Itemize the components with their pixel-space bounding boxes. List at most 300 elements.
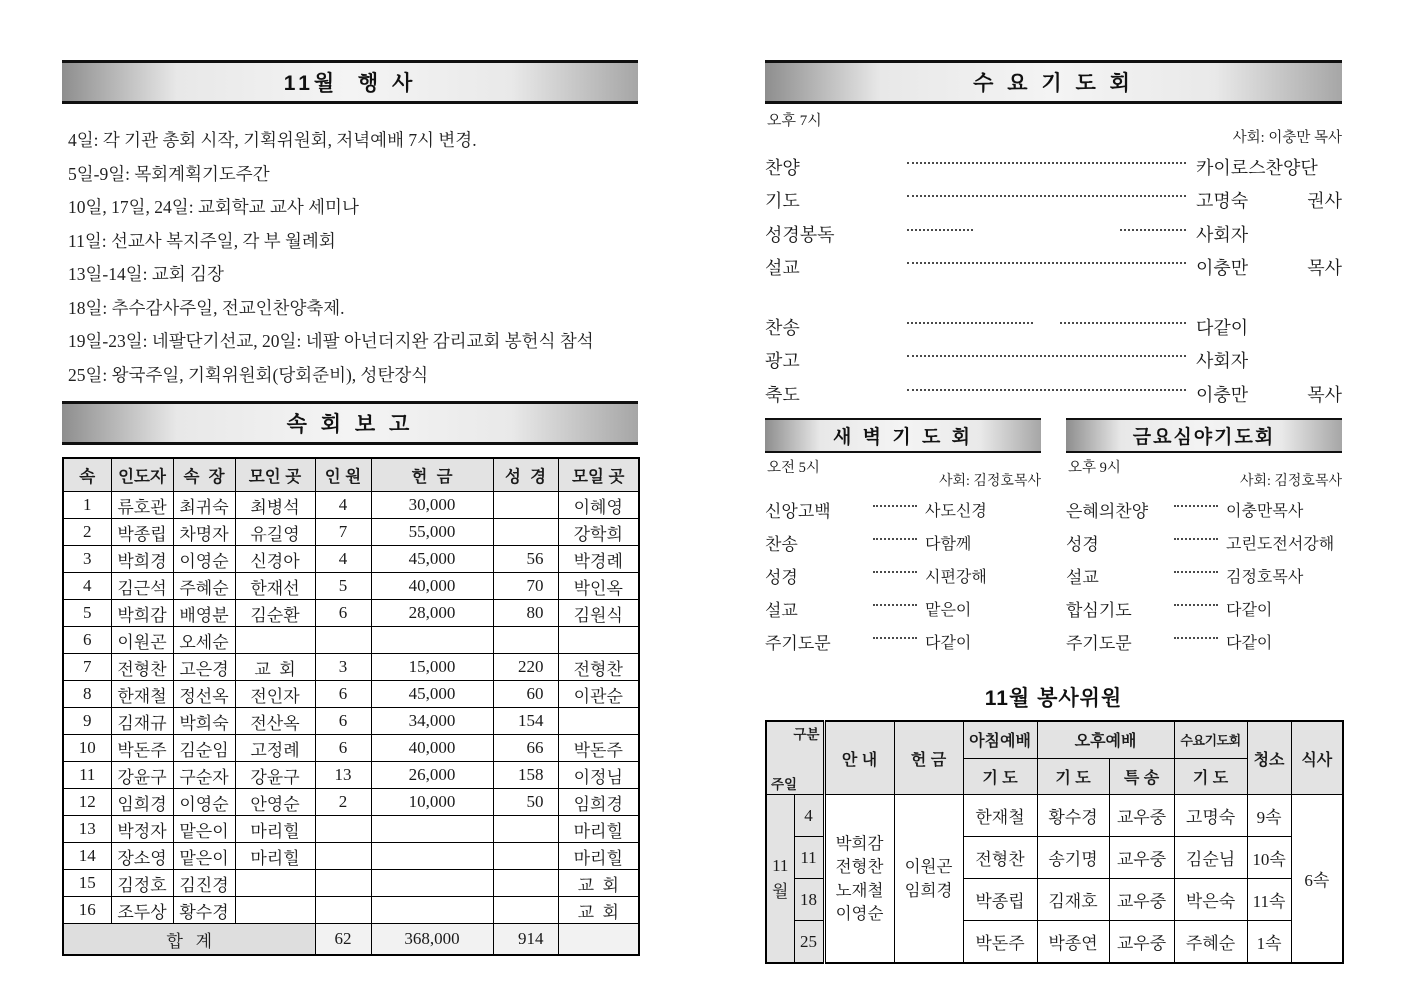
friday-header-bar: [1066, 418, 1342, 453]
friday-meta: [1066, 453, 1342, 493]
report-cell: 4: [63, 573, 111, 600]
worship-item-value: 다같이: [1226, 602, 1273, 619]
report-cell: [371, 843, 493, 870]
friday-lines: [1066, 493, 1342, 658]
report-col-header: 모일 곳: [558, 458, 639, 492]
report-cell: 전형찬: [558, 654, 639, 681]
dotted-leader: [907, 355, 1186, 357]
report-cell: 13: [63, 816, 111, 843]
worship-item-value: 이충만목사: [1226, 503, 1304, 520]
report-col-header: 헌 금: [371, 458, 493, 492]
worship-item-label: 주기도문: [765, 634, 831, 653]
report-cell: 맡은이: [173, 843, 235, 870]
order-of-worship-line: [1066, 526, 1342, 559]
report-cell: [315, 843, 371, 870]
dotted-leader: [1174, 637, 1218, 639]
col-afternoon-worship: 오후예배: [1037, 721, 1174, 758]
worship-item-value: 사회자: [1196, 351, 1249, 372]
report-cell: 6: [315, 735, 371, 762]
report-cell: [371, 897, 493, 924]
afternoon-prayer-cell: 박종연: [1037, 921, 1109, 964]
table-row: [63, 627, 639, 654]
col-morning-prayer: 기 도: [963, 758, 1037, 794]
report-cell: 6: [315, 708, 371, 735]
worship-item-label: 찬양: [765, 157, 800, 178]
dotted-leader: [907, 389, 1186, 391]
dotted-leader: [1120, 229, 1186, 231]
report-cell: 34,000: [371, 708, 493, 735]
report-cell: 60: [493, 681, 558, 708]
report-cell: 김재규: [111, 708, 173, 735]
committee-head: [766, 721, 1343, 795]
col-wed-prayer: 기 도: [1174, 758, 1247, 794]
events-header-bar: [62, 60, 638, 104]
committee-month-cell: 11월: [766, 795, 794, 964]
dotted-leader: [907, 195, 1186, 197]
morning-prayer-cell: 한재철: [963, 795, 1037, 837]
report-cell: 박희숙: [173, 708, 235, 735]
report-col-header: 성 경: [493, 458, 558, 492]
table-row: [63, 708, 639, 735]
dotted-leader: [907, 322, 1033, 324]
report-cell: 5: [315, 573, 371, 600]
report-cell: [493, 519, 558, 546]
report-cell: [235, 897, 315, 924]
report-cell: 유길영: [235, 519, 315, 546]
worship-item-label: 기도: [765, 191, 800, 212]
report-cell: 158: [493, 762, 558, 789]
report-cell: 80: [493, 600, 558, 627]
friday-time: 오후 9시: [1068, 460, 1121, 476]
report-cell: 15: [63, 870, 111, 897]
report-cell: [493, 816, 558, 843]
friday-title: 금요심야기도회: [1132, 427, 1276, 448]
col-afternoon-prayer: 기 도: [1037, 758, 1109, 794]
report-cell: 신경아: [235, 546, 315, 573]
report-cell: 10: [63, 735, 111, 762]
report-total-members: 62: [315, 924, 371, 956]
table-row: [63, 546, 639, 573]
report-cell: 45,000: [371, 546, 493, 573]
report-cell: 1: [63, 492, 111, 519]
report-col-header: 인 원: [315, 458, 371, 492]
events-title: 11월 행 사: [283, 72, 417, 95]
worship-item-label: 성경봉독: [765, 224, 835, 245]
report-cell: 30,000: [371, 492, 493, 519]
report-cell: 66: [493, 735, 558, 762]
order-of-worship-line: [765, 150, 1342, 184]
report-cell: 15,000: [371, 654, 493, 681]
event-item: 4일: 각 기관 총회 시작, 기획위원회, 저녁예배 7시 변경.: [68, 130, 477, 150]
table-row: [63, 816, 639, 843]
table-row: [63, 654, 639, 681]
report-cell: 조두상: [111, 897, 173, 924]
table-row: [63, 573, 639, 600]
report-cell: 강윤구: [235, 762, 315, 789]
report-title: 속 회 보 고: [286, 413, 414, 436]
friday-moderator: 사회: 김정호목사: [1239, 474, 1342, 489]
dotted-leader: [1060, 322, 1186, 324]
wednesday-prayer-cell: 박은숙: [1174, 879, 1247, 921]
worship-item-label: 성경: [765, 568, 798, 587]
report-total-offering: 368,000: [371, 924, 493, 956]
report-col-header: 속 장: [173, 458, 235, 492]
report-cell: 김원식: [558, 600, 639, 627]
report-cell: 이원곤: [111, 627, 173, 654]
dawn-lines: [765, 493, 1041, 658]
report-cell: 40,000: [371, 735, 493, 762]
report-cell: [315, 816, 371, 843]
worship-item-value: 다같이: [925, 635, 972, 652]
report-cell: 박희감: [111, 600, 173, 627]
col-offering: 헌 금: [894, 721, 963, 795]
report-cell: 김정호: [111, 870, 173, 897]
report-cell: 16: [63, 897, 111, 924]
report-cell: 6: [63, 627, 111, 654]
report-total-empty: [558, 924, 639, 956]
report-cell: [315, 870, 371, 897]
report-col-header: 인도자: [111, 458, 173, 492]
worship-item-value: 고린도전서강해: [1226, 536, 1335, 553]
wednesday-prayer-cell: 김순님: [1174, 837, 1247, 879]
worship-item-label: 은혜의찬양: [1066, 502, 1149, 521]
dotted-leader: [907, 229, 973, 231]
cleaning-cell: 1속: [1247, 921, 1291, 964]
dawn-header-bar: [765, 418, 1041, 453]
report-cell: 13: [315, 762, 371, 789]
table-row: [63, 600, 639, 627]
friday-section: [1066, 418, 1342, 658]
dotted-leader: [1174, 505, 1218, 507]
worship-item-value: 사도신경: [925, 503, 987, 520]
class-report-header-row: [63, 458, 639, 492]
worship-item-label: 찬송: [765, 535, 798, 554]
committee-date-cell: 11: [794, 837, 824, 879]
wednesday-prayer-cell: 주혜순: [1174, 921, 1247, 964]
report-cell: 70: [493, 573, 558, 600]
order-of-worship-line: [765, 625, 1041, 658]
morning-prayer-cell: 전형찬: [963, 837, 1037, 879]
report-cell: 박돈주: [558, 735, 639, 762]
table-row: [63, 843, 639, 870]
worship-item-value: 이충만 목사: [1196, 384, 1342, 405]
report-cell: [371, 816, 493, 843]
order-of-worship-line: [765, 217, 1342, 251]
afternoon-prayer-cell: 황수경: [1037, 795, 1109, 837]
order-of-worship-line: [765, 592, 1041, 625]
worship-item-label: 설교: [765, 601, 798, 620]
worship-item-label: 광고: [765, 351, 800, 372]
report-col-header: 속: [63, 458, 111, 492]
table-row: [63, 870, 639, 897]
report-cell: 5: [63, 600, 111, 627]
report-cell: 김순환: [235, 600, 315, 627]
committee-section: [765, 682, 1342, 964]
special-song-cell: 교우중: [1109, 837, 1174, 879]
report-cell: 장소영: [111, 843, 173, 870]
report-cell: 전형찬: [111, 654, 173, 681]
report-cell: 50: [493, 789, 558, 816]
worship-item-value: 다함께: [925, 536, 972, 553]
report-cell: 교 회: [558, 897, 639, 924]
special-song-cell: 교우중: [1109, 921, 1174, 964]
col-guide: 안 내: [824, 721, 894, 795]
col-meal: 식사: [1291, 721, 1343, 795]
cleaning-cell: 9속: [1247, 795, 1291, 837]
report-cell: [493, 897, 558, 924]
special-song-cell: 교우중: [1109, 795, 1174, 837]
report-cell: 마리힐: [235, 843, 315, 870]
order-of-worship-line: [765, 377, 1342, 411]
report-cell: 40,000: [371, 573, 493, 600]
dotted-leader: [873, 538, 917, 540]
report-cell: [493, 492, 558, 519]
report-cell: 교 회: [235, 654, 315, 681]
report-cell: 고정례: [235, 735, 315, 762]
col-morning-worship: 아침예배: [963, 721, 1037, 758]
offering-name: 임희경: [904, 880, 953, 900]
event-item: 18일: 추수감사주일, 전교인찬양축제.: [68, 297, 345, 318]
report-cell: 마리힐: [558, 843, 639, 870]
cleaning-cell: 10속: [1247, 837, 1291, 879]
offering-name: 이원곤: [904, 857, 953, 877]
morning-prayer-cell: 박종립: [963, 879, 1037, 921]
report-col-header: 모인 곳: [235, 458, 315, 492]
order-of-worship-line: [765, 310, 1342, 344]
report-cell: [558, 708, 639, 735]
col-cleaning: 청소: [1247, 721, 1291, 795]
report-total-bible: 914: [493, 924, 558, 956]
guide-name: 전형찬: [835, 857, 884, 877]
report-cell: 박인옥: [558, 573, 639, 600]
table-row: [63, 492, 639, 519]
report-cell: 고은경: [173, 654, 235, 681]
order-of-worship-line: [765, 526, 1041, 559]
wednesday-prayer-cell: 고명숙: [1174, 795, 1247, 837]
order-of-worship-line: [1066, 625, 1342, 658]
report-cell: [315, 897, 371, 924]
worship-item-label: 축도: [765, 384, 800, 405]
report-cell: 임희경: [111, 789, 173, 816]
dawn-title: 새 벽 기 도 회: [833, 427, 973, 448]
dotted-leader: [1174, 571, 1218, 573]
report-cell: 154: [493, 708, 558, 735]
committee-corner-cell: [766, 721, 824, 795]
report-cell: 김근석: [111, 573, 173, 600]
dawn-meta: [765, 453, 1041, 493]
report-cell: 임희경: [558, 789, 639, 816]
table-row: [63, 789, 639, 816]
class-report-head: [63, 458, 639, 492]
report-cell: [235, 870, 315, 897]
report-cell: 교 회: [558, 870, 639, 897]
report-cell: 김진경: [173, 870, 235, 897]
class-report-table: [62, 457, 640, 956]
committee-date-cell: 18: [794, 879, 824, 921]
report-cell: 김순임: [173, 735, 235, 762]
report-cell: 이영순: [173, 789, 235, 816]
event-item: 5일-9일: 목회계획기도주간: [68, 163, 270, 184]
left-column: [62, 60, 638, 956]
report-cell: 220: [493, 654, 558, 681]
dotted-leader: [873, 505, 917, 507]
committee-offering-cell: [894, 795, 963, 964]
worship-item-label: 설교: [1066, 568, 1099, 587]
special-song-cell: 교우중: [1109, 879, 1174, 921]
worship-item-label: 주기도문: [1066, 634, 1132, 653]
wednesday-moderator: 사회: 이충만 목사: [1232, 130, 1342, 146]
wednesday-meta: [765, 104, 1342, 150]
report-cell: 2: [315, 789, 371, 816]
report-cell: 맡은이: [173, 816, 235, 843]
report-cell: 56: [493, 546, 558, 573]
report-cell: 안영순: [235, 789, 315, 816]
sub-sections-row: [765, 418, 1342, 658]
dotted-leader: [907, 262, 1186, 264]
report-cell: 박종립: [111, 519, 173, 546]
report-cell: 3: [63, 546, 111, 573]
events-list: [62, 124, 638, 392]
committee-date-cell: 25: [794, 921, 824, 964]
report-cell: [315, 627, 371, 654]
committee-title: 11월 봉사위원: [984, 687, 1123, 710]
corner-label-bottom: 주일: [771, 777, 798, 792]
committee-row: [766, 795, 1343, 837]
event-item: 13일-14일: 교회 김장: [68, 264, 224, 284]
report-cell: 28,000: [371, 600, 493, 627]
report-cell: 이혜영: [558, 492, 639, 519]
report-cell: 이영순: [173, 546, 235, 573]
worship-item-value: 시편강해: [925, 569, 987, 586]
report-cell: 12: [63, 789, 111, 816]
order-of-worship-line: [765, 559, 1041, 592]
report-cell: 박경례: [558, 546, 639, 573]
report-cell: 최병석: [235, 492, 315, 519]
dotted-leader: [907, 162, 1186, 164]
report-cell: 정선옥: [173, 681, 235, 708]
report-cell: 6: [315, 600, 371, 627]
report-cell: 10,000: [371, 789, 493, 816]
report-cell: 7: [315, 519, 371, 546]
cleaning-cell: 11속: [1247, 879, 1291, 921]
dotted-leader: [1174, 604, 1218, 606]
report-cell: 강윤구: [111, 762, 173, 789]
worship-item-value: 맡은이: [925, 602, 972, 619]
report-cell: 45,000: [371, 681, 493, 708]
wednesday-title: 수 요 기 도 회: [973, 72, 1134, 95]
report-cell: 구순자: [173, 762, 235, 789]
report-cell: [235, 627, 315, 654]
worship-item-label: 설교: [765, 258, 800, 279]
afternoon-prayer-cell: 김재호: [1037, 879, 1109, 921]
report-cell: 55,000: [371, 519, 493, 546]
worship-item-value: 고명숙 권사: [1196, 191, 1342, 212]
dawn-section: [765, 418, 1041, 658]
order-of-worship-line: [1066, 559, 1342, 592]
order-of-worship-line: [765, 184, 1342, 218]
table-row: [63, 897, 639, 924]
table-row: [63, 762, 639, 789]
meal-cell: 6속: [1291, 795, 1343, 964]
report-cell: [493, 870, 558, 897]
report-cell: 26,000: [371, 762, 493, 789]
report-cell: 한재선: [235, 573, 315, 600]
guide-name: 박희감: [835, 834, 884, 854]
committee-body: [766, 795, 1343, 964]
report-cell: [371, 870, 493, 897]
report-cell: 박돈주: [111, 735, 173, 762]
table-row: [63, 735, 639, 762]
afternoon-prayer-cell: 송기명: [1037, 837, 1109, 879]
report-cell: 7: [63, 654, 111, 681]
report-cell: 박희경: [111, 546, 173, 573]
report-cell: 마리힐: [235, 816, 315, 843]
worship-item-value: 다같이: [1196, 317, 1249, 338]
report-cell: 14: [63, 843, 111, 870]
event-item: 19일-23일: 네팔단기선교, 20일: 네팔 아넌더지완 감리교회 봉헌식 참석: [68, 331, 594, 351]
col-wednesday-prayer: 수요기도회: [1174, 721, 1247, 758]
report-cell: 박정자: [111, 816, 173, 843]
dotted-leader: [873, 604, 917, 606]
report-cell: 8: [63, 681, 111, 708]
worship-item-value: 사회자: [1196, 224, 1249, 245]
table-row: [63, 519, 639, 546]
wednesday-time: 오후 7시: [767, 113, 822, 129]
order-of-worship-line: [765, 493, 1041, 526]
committee-table: [765, 720, 1344, 964]
report-cell: 마리힐: [558, 816, 639, 843]
report-cell: [493, 843, 558, 870]
guide-name: 노재철: [835, 880, 884, 900]
order-of-worship-line: [1066, 592, 1342, 625]
wednesday-header-bar: [765, 60, 1342, 104]
dawn-time: 오전 5시: [767, 460, 820, 476]
corner-label-top: 구분: [793, 727, 820, 742]
report-cell: 황수경: [173, 897, 235, 924]
report-cell: 배영분: [173, 600, 235, 627]
col-special-song: 특 송: [1109, 758, 1174, 794]
report-cell: [493, 627, 558, 654]
event-item: 11일: 선교사 복지주일, 각 부 월례회: [68, 230, 336, 251]
worship-item-label: 성경: [1066, 535, 1099, 554]
order-of-worship-line: [765, 251, 1342, 285]
worship-item-value: 다같이: [1226, 635, 1273, 652]
wednesday-lines: [765, 150, 1342, 411]
morning-prayer-cell: 박돈주: [963, 921, 1037, 964]
report-cell: 2: [63, 519, 111, 546]
report-cell: 이관순: [558, 681, 639, 708]
report-cell: 11: [63, 762, 111, 789]
report-cell: 3: [315, 654, 371, 681]
event-item: 10일, 17일, 24일: 교회학교 교사 세미나: [68, 197, 359, 217]
order-of-worship-line: [1066, 493, 1342, 526]
report-cell: 강학희: [558, 519, 639, 546]
report-cell: 전인자: [235, 681, 315, 708]
report-total-row: [63, 924, 639, 956]
report-cell: 한재철: [111, 681, 173, 708]
report-cell: 4: [315, 546, 371, 573]
worship-item-value: 김정호목사: [1226, 569, 1304, 586]
guide-name: 이영순: [835, 903, 884, 923]
report-cell: 차명자: [173, 519, 235, 546]
report-cell: 이정님: [558, 762, 639, 789]
order-of-worship-line: [765, 344, 1342, 378]
worship-item-value: 카이로스찬양단: [1196, 157, 1318, 178]
event-item: 25일: 왕국주일, 기획위원회(당회준비), 성탄장식: [68, 364, 429, 385]
worship-item-label: 합심기도: [1066, 601, 1132, 620]
report-cell: 주혜순: [173, 573, 235, 600]
dawn-moderator: 사회: 김정호목사: [938, 474, 1041, 489]
